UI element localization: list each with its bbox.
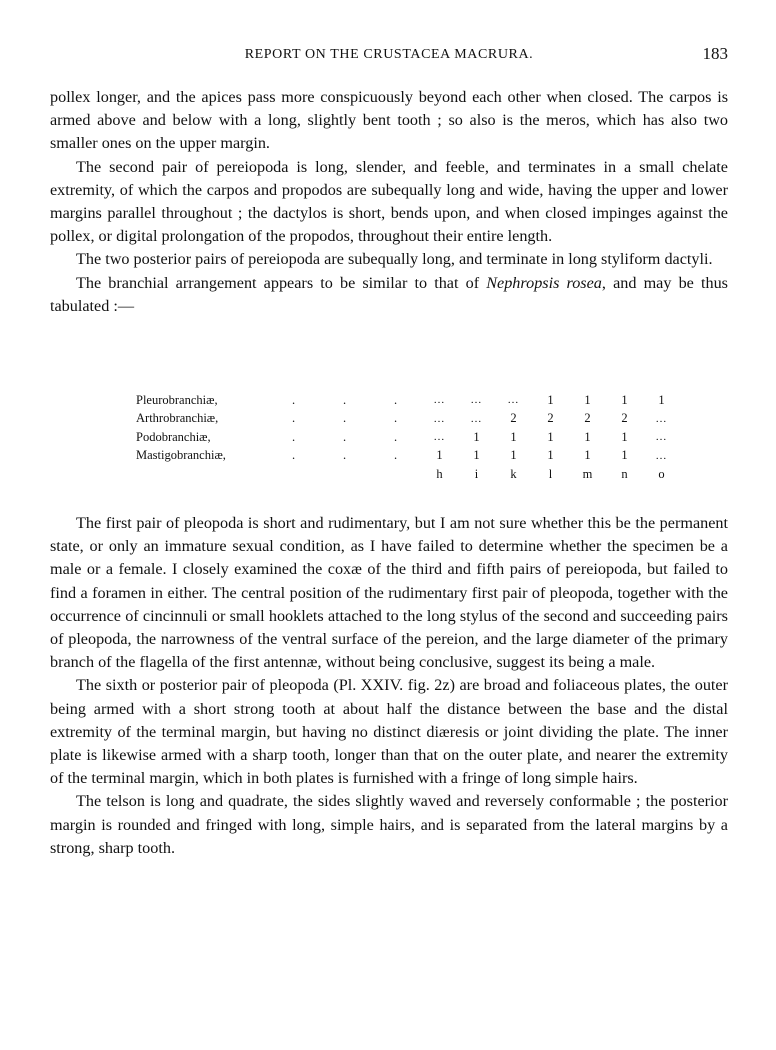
leader-dot: .: [393, 411, 398, 426]
empty-cell: [319, 465, 370, 484]
leader-dot: .: [291, 411, 296, 426]
column-letter-row: [136, 465, 680, 484]
row-label: Arthrobranchiæ,: [136, 411, 219, 426]
row-label: Mastigobranchiæ,: [136, 448, 226, 463]
cell-value: 1: [658, 392, 665, 407]
cell-value: 1: [473, 429, 480, 444]
leader-dot: .: [342, 429, 347, 444]
column-letter: l: [548, 466, 553, 481]
cell-value: 1: [473, 448, 480, 463]
paragraph-first-pleopoda: The first pair of pleopoda is short and rudimentary, but I am not sure whether this be the permanent state, or only an immature sexual condition, as I have failed to determine whether the specimen be a male or a female. I closely examined the coxæ of the third and fifth pairs of pereiopoda, but failed to find a foramen in either. The central position of the rudimentary first pair of pleopoda, together with the occurrence of cincinnuli or small hooklets attached to the long stylus of the second and succeeding pairs of pleopoda, the narrowness of the ventral surface of the pereion, and the large diameter of the primary branch of the flagella of the first antennæ, without being conclusive, suggest its being a male.: [50, 514, 728, 672]
row-label: Podobranchiæ,: [136, 429, 211, 444]
cell-value: ...: [470, 394, 483, 407]
species-name: Nephropsis rosea: [486, 273, 602, 292]
cell-value: 1: [584, 392, 591, 407]
leader-dot: .: [393, 429, 398, 444]
cell-value: 1: [547, 448, 554, 463]
paragraph-sixth-pleopoda: The sixth or posterior pair of pleopoda (Pl. XXIV. fig. 2z) are broad and foliaceous plates, the outer being armed with a short strong tooth at about half the distance between the base and the distal extremity of the terminal margin, but having no distinct diæresis or joint dividing the plate. The inner plate is likewise armed with a sharp tooth, longer than that on the outer plate, and nearer the extremity of the terminal margin, which in both plates is furnished with a fringe of long simple hairs.: [50, 676, 728, 788]
cell-value: ...: [433, 394, 446, 407]
leader-dot: .: [393, 448, 398, 463]
cell-value: ...: [470, 412, 483, 425]
cell-value: ...: [433, 431, 446, 444]
cell-value: ...: [655, 431, 668, 444]
table-row: [136, 447, 680, 466]
column-letter: k: [510, 466, 517, 481]
table-row: [136, 428, 680, 447]
text-block-after-table: [50, 512, 728, 860]
cell-value: 1: [510, 448, 517, 463]
cell-value: 1: [621, 448, 628, 463]
page-number: 183: [702, 44, 728, 63]
cell-value: 1: [510, 429, 517, 444]
cell-value: ...: [655, 449, 668, 462]
paragraph-telson: The telson is long and quadrate, the sides slightly waved and reversely conformable ; the posterior margin is rounded and fringed with long, simple hairs, and is separated from the lateral margins by a strong, sharp tooth.: [50, 792, 728, 857]
table-row: [136, 410, 680, 429]
cell-value: 2: [510, 411, 517, 426]
table-row: [136, 391, 680, 410]
text-span: , and may be thus tabulated :—: [50, 273, 728, 315]
cell-value: 2: [547, 411, 554, 426]
leader-dot: .: [291, 429, 296, 444]
paragraph-second-pereiopoda: The second pair of pereiopoda is long, slender, and feeble, and terminates in a small chelate extremity, of which the carpos and propodos are subequally long and wide, having the upper and lower margins parallel throughout ; the dactylos is short, bends upon, and when closed impinges against the pollex, or digital prolongation of the propodos, throughout their entire length.: [50, 157, 728, 246]
column-letter: h: [436, 466, 443, 481]
text-span: The branchial arrangement appears to be similar to that of: [76, 273, 487, 292]
paragraph-branchial-arrangement: [50, 272, 728, 318]
cell-value: ...: [507, 394, 520, 407]
column-letter: m: [582, 466, 593, 481]
paragraph-posterior-pereiopoda: The two posterior pairs of pereiopoda are subequally long, and terminate in long styliform dactyli.: [76, 250, 713, 269]
leader-dot: .: [342, 411, 347, 426]
running-header: [50, 44, 728, 68]
leader-dot: .: [291, 448, 296, 463]
cell-value: 1: [547, 392, 554, 407]
leader-dot: .: [342, 448, 347, 463]
empty-cell: [370, 465, 421, 484]
text-block-before-table: [50, 86, 728, 318]
column-letter: o: [658, 466, 665, 481]
leader-dot: .: [393, 392, 398, 407]
cell-value: ...: [655, 412, 668, 425]
cell-value: 1: [621, 429, 628, 444]
branchiae-table: [136, 391, 680, 484]
column-letter: n: [621, 466, 628, 481]
row-label: Pleurobranchiæ,: [136, 392, 218, 407]
cell-value: 2: [621, 411, 628, 426]
branchial-formula-table: [136, 391, 680, 484]
cell-value: ...: [433, 412, 446, 425]
cell-value: 1: [547, 429, 554, 444]
cell-value: 1: [436, 448, 443, 463]
running-title: REPORT ON THE CRUSTACEA MACRURA.: [244, 47, 534, 62]
empty-cell: [136, 465, 268, 484]
cell-value: 1: [584, 448, 591, 463]
leader-dot: .: [342, 392, 347, 407]
cell-value: 1: [584, 429, 591, 444]
paragraph-continued: pollex longer, and the apices pass more conspicuously beyond each other when closed. The carpos is armed above and below with a long, slightly bent tooth ; so also is the meros, which has also two smaller ones on the upper margin.: [50, 88, 728, 153]
column-letter: i: [474, 466, 479, 481]
empty-cell: [268, 465, 319, 484]
leader-dot: .: [291, 392, 296, 407]
cell-value: 1: [621, 392, 628, 407]
cell-value: 2: [584, 411, 591, 426]
